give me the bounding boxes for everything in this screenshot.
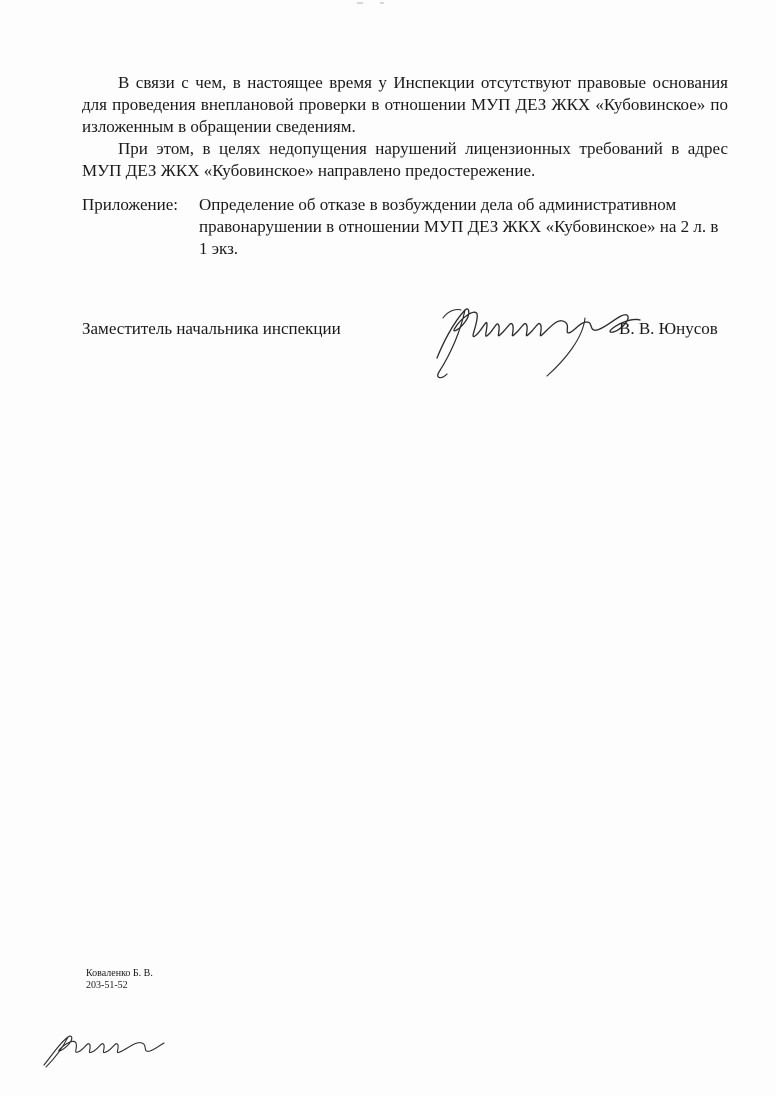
body-paragraph-1: В связи с чем, в настоящее время у Инспекции отсутствуют правовые основания для проведения внеплановой проверки в отношении МУП ДЕЗ ЖКХ «Кубовинское» по изложенным в обращении сведениям. (82, 73, 728, 136)
body-paragraph-2: При этом, в целях недопущения нарушений лицензионных требований в адрес МУП ДЕЗ ЖКХ «Кубовинское» направлено предостережение. (82, 139, 728, 180)
executor-phone: 203-51-52 (86, 980, 128, 991)
executor-signature (38, 1025, 168, 1070)
scan-artifact (357, 2, 363, 4)
attachment-text: Определение об отказе в возбуждении дела об административном правонарушении в отношении МУП ДЕЗ ЖКХ «Кубовинское» на 2 л. в 1 экз. (199, 195, 719, 258)
attachment-label: Приложение: (82, 195, 178, 214)
signatory-name: В. В. Юнусов (619, 319, 718, 338)
handwritten-signature (425, 288, 650, 383)
scan-artifact (380, 2, 384, 4)
executor-info (86, 968, 153, 992)
signatory-position: Заместитель начальника инспекции (82, 319, 341, 338)
executor-name: Коваленко Б. В. (86, 968, 153, 979)
